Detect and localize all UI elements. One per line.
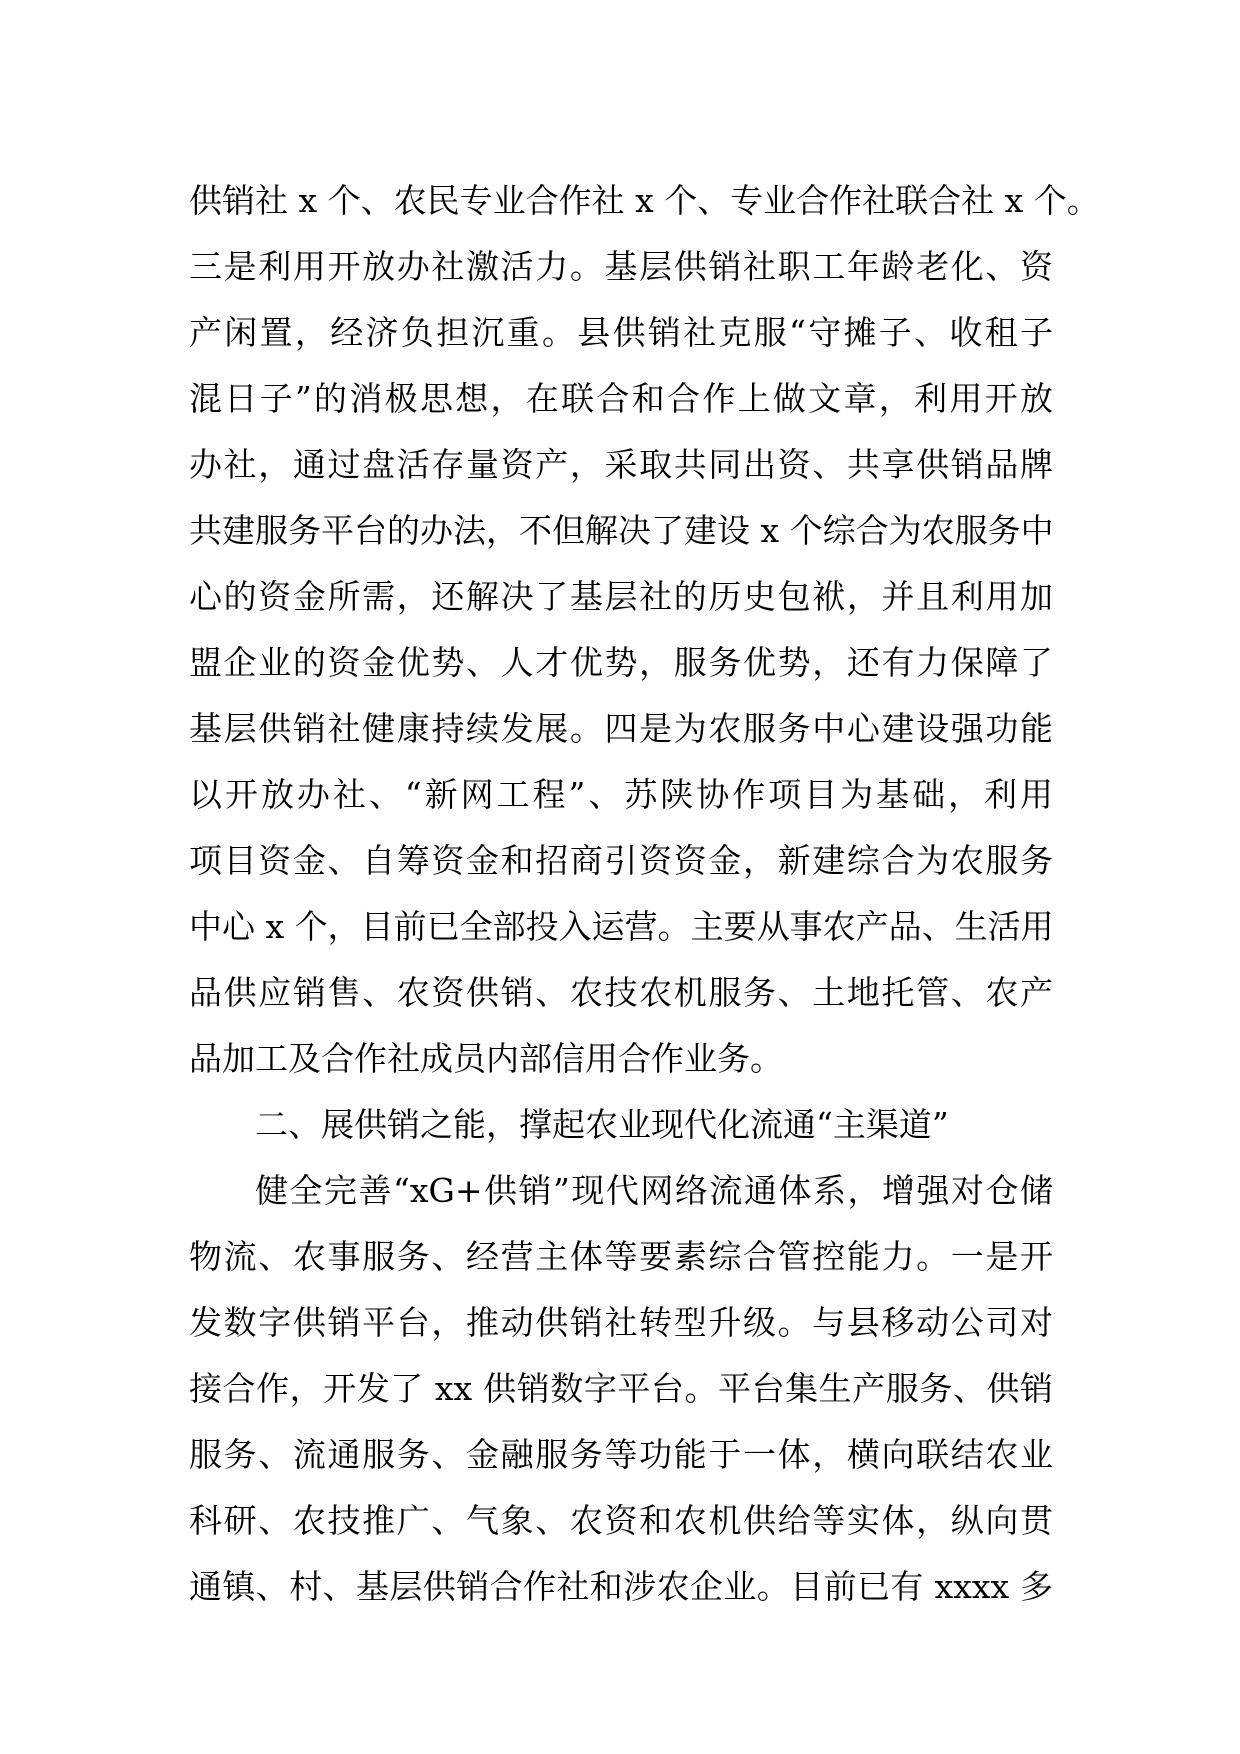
text-line: 品供应销售、农资供销、农技农机服务、土地托管、农产 bbox=[189, 973, 1053, 1012]
text-line: 盟企业的资金优势、人才优势，服务优势，还有力保障了 bbox=[189, 643, 1053, 682]
text-line: 健全完善“xG+供销”现代网络流通体系，增强对仓储 bbox=[255, 1171, 1053, 1210]
section-heading: 二、展供销之能，撑起农业现代化流通“主渠道” bbox=[255, 1105, 949, 1144]
text-line: 产闲置，经济负担沉重。县供销社克服“守摊子、收租子 bbox=[189, 313, 1053, 352]
text-line: 科研、农技推广、气象、农资和农机供给等实体，纵向贯 bbox=[189, 1501, 1053, 1540]
text-line: 中心 x 个，目前已全部投入运营。主要从事农产品、生活用 bbox=[189, 907, 1054, 946]
text-line: 心的资金所需，还解决了基层社的历史包袱，并且利用加 bbox=[189, 577, 1053, 616]
text-line: 共建服务平台的办法，不但解决了建设 x 个综合为农服务中 bbox=[189, 511, 1054, 550]
text-line: 项目资金、自筹资金和招商引资资金，新建综合为农服务 bbox=[189, 841, 1053, 880]
text-line: 基层供销社健康持续发展。四是为农服务中心建设强功能 bbox=[189, 709, 1053, 748]
text-line: 接合作，开发了 xx 供销数字平台。平台集生产服务、供销 bbox=[189, 1369, 1053, 1408]
text-line: 通镇、村、基层供销合作社和涉农企业。目前已有 xxxx 多 bbox=[189, 1567, 1053, 1606]
text-line: 物流、农事服务、经营主体等要素综合管控能力。一是开 bbox=[189, 1237, 1053, 1276]
text-line: 品加工及合作社成员内部信用合作业务。 bbox=[189, 1039, 783, 1078]
document-body bbox=[189, 168, 1100, 1620]
text-line: 三是利用开放办社激活力。基层供销社职工年龄老化、资 bbox=[189, 247, 1053, 286]
text-line: 以开放办社、“新网工程”、苏陕协作项目为基础，利用 bbox=[189, 775, 1053, 814]
text-line: 服务、流通服务、金融服务等功能于一体，横向联结农业 bbox=[189, 1435, 1053, 1474]
text-line: 供销社 x 个、农民专业合作社 x 个、专业合作社联合社 x 个。 bbox=[189, 181, 1100, 220]
text-line: 办社，通过盘活存量资产，采取共同出资、共享供销品牌 bbox=[189, 445, 1053, 484]
text-line: 发数字供销平台，推动供销社转型升级。与县移动公司对 bbox=[189, 1303, 1053, 1342]
text-line: 混日子”的消极思想，在联合和合作上做文章，利用开放 bbox=[189, 379, 1053, 418]
